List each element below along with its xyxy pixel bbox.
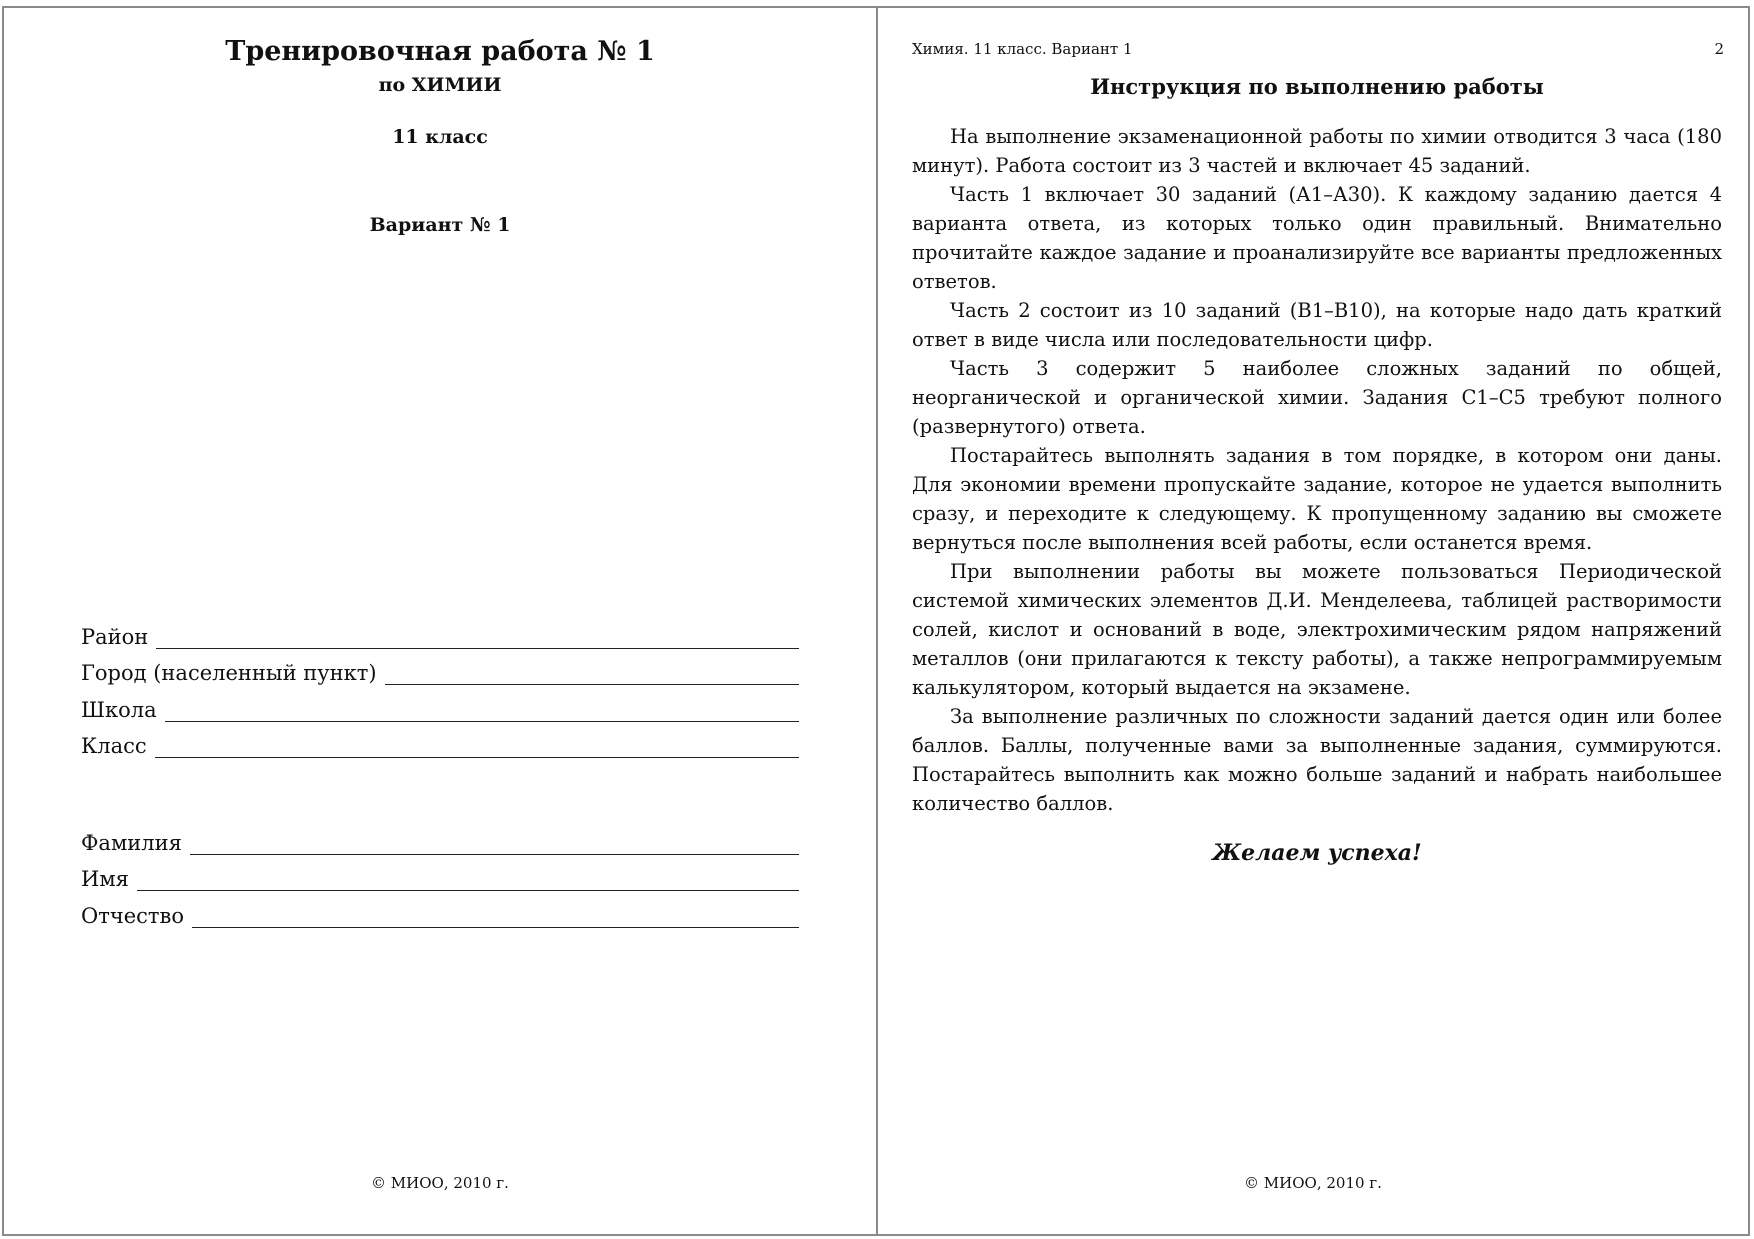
district-blank-line <box>156 624 799 649</box>
paragraph: Часть 2 состоит из 10 заданий (В1–В10), на которые надо дать краткий ответ в виде числа или последовательности цифр. <box>912 299 1722 351</box>
surname-field <box>81 826 799 856</box>
class-field <box>81 729 799 759</box>
page-number: 2 <box>1714 40 1724 58</box>
city-field <box>81 656 799 686</box>
instructions-title: Инструкция по выполнению работы <box>1090 74 1544 99</box>
paragraph: Постарайтесь выполнять задания в том порядке, в котором они даны. Для экономии времени пропускайте задание, которое не удается выполнить сразу, и переходите к следующему. К пропущенному заданию вы сможете вернуться после выполнения всей работы, если останется время. <box>912 444 1722 554</box>
paragraph: При выполнении работы вы можете пользоваться Периодической системой химических элементов Д.И. Менделеева, таблицей растворимости солей, кислот и оснований в воде, электрохимическим рядом напряжений металлов (они прилагаются к тексту работы), а также непрограммируемым калькулятором, который выдается на экзамене. <box>912 560 1722 699</box>
running-header: Химия. 11 класс. Вариант 1 <box>912 40 1133 58</box>
surname-blank-line <box>190 830 799 855</box>
paragraph: Часть 1 включает 30 заданий (А1–А30). К каждому заданию дается 4 варианта ответа, из которых только один правильный. Внимательно прочитайте каждое задание и проанализируйте все варианты предложенных ответов. <box>912 183 1722 293</box>
class-blank-line <box>155 733 799 758</box>
instructions-page <box>878 6 1748 1236</box>
school-blank-line <box>165 697 799 722</box>
paragraph: На выполнение экзаменационной работы по химии отводится 3 часа (180 минут). Работа состоит из 3 частей и включает 45 заданий. <box>912 125 1722 177</box>
paragraph: Часть 3 содержит 5 наиболее сложных заданий по общей, неорганической и органической химии. Задания С1–С5 требуют полного (развернутого) ответа. <box>912 357 1722 438</box>
school-field <box>81 693 799 723</box>
first-name-field <box>81 862 799 892</box>
paragraph: За выполнение различных по сложности заданий дается один или более баллов. Баллы, полученные вами за выполненные задания, суммируются. Постарайтесь выполнить как можно больше заданий и набрать наибольшее количество баллов. <box>912 705 1722 815</box>
class-label: Класс <box>81 734 147 758</box>
city-blank-line <box>385 660 799 685</box>
school-label: Школа <box>81 698 157 722</box>
patronymic-field <box>81 899 799 929</box>
patronymic-label: Отчество <box>81 904 184 928</box>
copyright-left: © МИОО, 2010 г. <box>371 1174 509 1192</box>
first-name-blank-line <box>137 866 799 891</box>
surname-label: Фамилия <box>81 831 182 855</box>
instructions-body <box>912 122 1722 818</box>
grade-label: 11 класс <box>392 126 488 148</box>
district-label: Район <box>81 625 149 649</box>
document-title: Тренировочная работа № 1 <box>225 36 655 67</box>
patronymic-blank-line <box>192 903 799 928</box>
district-field <box>81 620 799 650</box>
title-page <box>4 6 876 1236</box>
variant-label: Вариант № 1 <box>369 214 511 236</box>
copyright-right: © МИОО, 2010 г. <box>1244 1174 1382 1192</box>
first-name-label: Имя <box>81 867 129 891</box>
city-label: Город (населенный пункт) <box>81 661 377 685</box>
subject-label: по ХИМИИ <box>378 74 502 96</box>
closing-wish: Желаем успеха! <box>1212 840 1422 866</box>
